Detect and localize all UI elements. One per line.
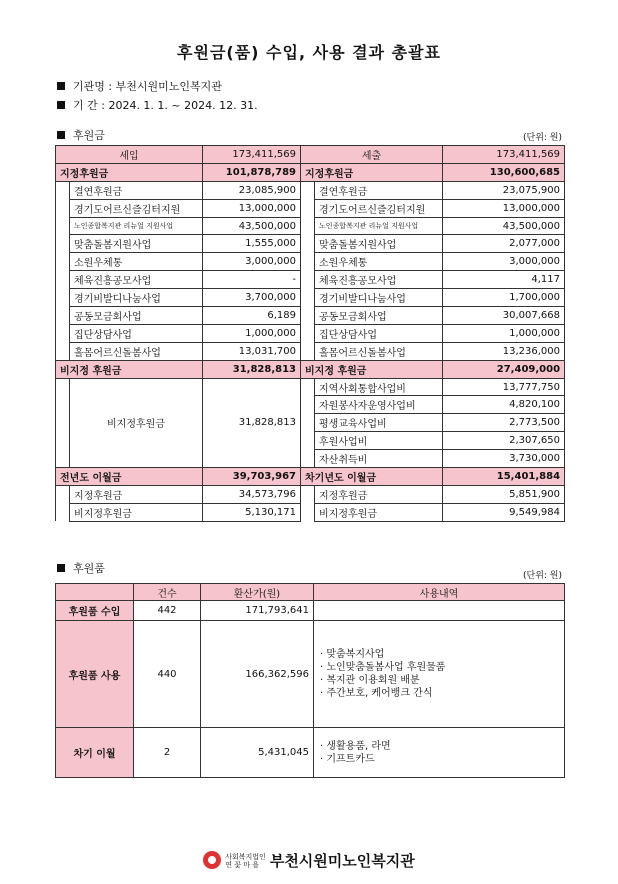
- designated-in-label: 지정후원금: [56, 163, 203, 181]
- table-row: [56, 235, 565, 253]
- nondesignated-out-total: 27,409,000: [443, 360, 565, 378]
- income-item-amount: 1,000,000: [203, 324, 301, 342]
- expense-item-amount: 3,000,000: [443, 253, 565, 271]
- page-title: 후원금(품) 수입, 사용 결과 총괄표: [177, 43, 441, 62]
- indent-cell: [301, 307, 315, 325]
- income-item-name: 경기비발디나눔사업: [70, 289, 203, 307]
- expense-item-name: 비지정후원금: [315, 503, 443, 521]
- lotus-logo-icon: [203, 851, 221, 869]
- expense-item-name: 경기도어르신즐김터지원: [315, 199, 443, 217]
- expense-item-name: 맞춤돌봄지원사업: [315, 235, 443, 253]
- table-row: [56, 324, 565, 342]
- expense-item-amount: 4,117: [443, 271, 565, 289]
- designated-out-label: 지정후원금: [301, 163, 443, 181]
- usage-item: · 복지관 이용회원 배분: [320, 675, 420, 686]
- goods-value: 171,793,641: [201, 601, 314, 621]
- goods-table: [55, 583, 565, 778]
- carry-in-total: 39,703,967: [203, 468, 301, 486]
- expense-item-name: 평생교육사업비: [315, 414, 443, 432]
- indent-cell: [56, 485, 70, 503]
- table-row: [56, 181, 565, 199]
- designated-out-total: 130,600,685: [443, 163, 565, 181]
- count-header: 건수: [134, 584, 201, 601]
- indent-cell: [56, 217, 70, 235]
- indent-cell: [56, 324, 70, 342]
- bullet-square-icon: [57, 82, 65, 90]
- income-item-amount: 34,573,796: [203, 485, 301, 503]
- income-item-amount: 3,700,000: [203, 289, 301, 307]
- unit-label: (단위: 원): [523, 133, 562, 143]
- indent-cell: [301, 271, 315, 289]
- indent-cell: [301, 199, 315, 217]
- income-item-amount: 5,130,171: [203, 503, 301, 521]
- expense-item-name: 홀몸어르신돌봄사업: [315, 342, 443, 360]
- income-item-amount: 3,000,000: [203, 253, 301, 271]
- income-item-name: 집단상담사업: [70, 324, 203, 342]
- bullet-square-icon: [57, 131, 65, 139]
- income-item-name: 노인종합복지관 리뉴얼 지원사업: [70, 217, 203, 235]
- indent-cell: [56, 289, 70, 307]
- expense-item-name: 체육진흥공모사업: [315, 271, 443, 289]
- bullet-square-icon: [57, 564, 65, 572]
- income-item-amount: 13,031,700: [203, 342, 301, 360]
- goods-row-label: 후원품 수입: [56, 601, 134, 621]
- goods-row-income: [56, 601, 565, 621]
- income-item-name: 경기도어르신즐김터지원: [70, 199, 203, 217]
- indent-cell: [301, 217, 315, 235]
- goods-count: 440: [134, 621, 201, 728]
- indent-cell: [301, 235, 315, 253]
- org-name: 부천시원미노인복지관: [269, 852, 415, 870]
- indent-cell: [301, 342, 315, 360]
- indent-cell: [56, 503, 70, 521]
- table-row: [56, 271, 565, 289]
- expense-item-amount: 13,000,000: [443, 199, 565, 217]
- usage-item: · 맞춤복지사업: [320, 649, 385, 660]
- income-item-amount: 1,555,000: [203, 235, 301, 253]
- org-small-line: 사회복지법인: [225, 853, 266, 861]
- income-item-name: 지정후원금: [70, 485, 203, 503]
- expense-item-amount: 13,777,750: [443, 378, 565, 396]
- designated-in-total: 101,878,789: [203, 163, 301, 181]
- table-row: [56, 217, 565, 235]
- usage-item: · 기프트카드: [320, 753, 375, 765]
- expense-total: 173,411,569: [443, 146, 565, 164]
- usage-item: · 생활용품, 라면: [320, 740, 391, 752]
- indent-cell: [56, 235, 70, 253]
- goods-header-blank: [56, 584, 134, 601]
- org-small-label: [225, 853, 266, 869]
- indent-cell: [56, 271, 70, 289]
- expense-item-name: 공동모금회사업: [315, 307, 443, 325]
- table-row: [56, 485, 565, 503]
- income-item-amount: 43,500,000: [203, 217, 301, 235]
- income-total: 173,411,569: [203, 146, 301, 164]
- indent-cell: [301, 450, 315, 468]
- indent-cell: [301, 181, 315, 199]
- expense-item-name: 후원사업비: [315, 432, 443, 450]
- indent-cell: [56, 199, 70, 217]
- indent-cell: [56, 181, 70, 199]
- indent-cell: [301, 503, 315, 521]
- bullet-square-icon: [57, 101, 65, 109]
- expense-item-amount: 2,077,000: [443, 235, 565, 253]
- income-item-name: 비지정후원금: [70, 503, 203, 521]
- income-item-amount: 13,000,000: [203, 199, 301, 217]
- usage-item: · 주간보호, 케어뱅크 간식: [320, 688, 433, 699]
- nondesignated-in-amount: 31,828,813: [203, 378, 301, 467]
- expense-header: 세출: [301, 146, 443, 164]
- org-small-line: 연 꽃 마 을: [225, 861, 259, 869]
- footer-logo: [0, 850, 618, 871]
- carry-total-row: [56, 468, 565, 486]
- goods-value: 5,431,045: [201, 728, 314, 778]
- expense-item-amount: 13,236,000: [443, 342, 565, 360]
- expense-item-amount: 43,500,000: [443, 217, 565, 235]
- expense-item-amount: 1,000,000: [443, 324, 565, 342]
- nondesignated-in-name: 비지정후원금: [70, 378, 203, 467]
- expense-item-name: 노인종합복지관 리뉴얼 지원사업: [315, 217, 443, 235]
- nondesignated-in-total: 31,828,813: [203, 360, 301, 378]
- expense-item-amount: 2,307,650: [443, 432, 565, 450]
- goods-count: 2: [134, 728, 201, 778]
- carry-in-label: 전년도 이월금: [56, 468, 203, 486]
- expense-item-name: 경기비발디나눔사업: [315, 289, 443, 307]
- indent-cell: [301, 253, 315, 271]
- expense-item-name: 자산취득비: [315, 450, 443, 468]
- goods-row-label: 후원품 사용: [56, 621, 134, 728]
- period-line: [57, 97, 258, 113]
- income-item-name: 결연후원금: [70, 181, 203, 199]
- indent-cell: [301, 324, 315, 342]
- org-line: [57, 78, 222, 94]
- indent-cell: [301, 485, 315, 503]
- expense-item-name: 결연후원금: [315, 181, 443, 199]
- org-label: 기관명 : 부천시원미노인복지관: [73, 80, 222, 93]
- expense-item-amount: 3,730,000: [443, 450, 565, 468]
- expense-item-amount: 9,549,984: [443, 503, 565, 521]
- goods-header-row: [56, 584, 565, 601]
- table-row: [56, 378, 565, 396]
- indent-cell: [301, 432, 315, 450]
- income-header: 세입: [56, 146, 203, 164]
- table-row: [56, 199, 565, 217]
- income-item-name: 공동모금회사업: [70, 307, 203, 325]
- goods-row-usage: [56, 621, 565, 728]
- carry-out-total: 15,401,884: [443, 468, 565, 486]
- income-item-amount: 6,189: [203, 307, 301, 325]
- indent-cell: [301, 396, 315, 414]
- table-row: [56, 503, 565, 521]
- expense-item-amount: 5,851,900: [443, 485, 565, 503]
- indent-cell: [56, 253, 70, 271]
- income-item-name: 맞춤돌봄지원사업: [70, 235, 203, 253]
- carry-out-label: 차기년도 이월금: [301, 468, 443, 486]
- expense-item-amount: 23,075,900: [443, 181, 565, 199]
- table-row: [56, 307, 565, 325]
- indent-cell: [301, 414, 315, 432]
- goods-count: 442: [134, 601, 201, 621]
- donation-table: [55, 145, 565, 522]
- expense-item-name: 집단상담사업: [315, 324, 443, 342]
- goods-usage: [314, 601, 565, 621]
- usage-item: · 노인맞춤돌봄사업 후원물품: [320, 662, 446, 673]
- goods-value: 166,362,596: [201, 621, 314, 728]
- income-item-amount: 23,085,900: [203, 181, 301, 199]
- indent-cell: [56, 342, 70, 360]
- income-item-amount: -: [203, 271, 301, 289]
- table-row: [56, 342, 565, 360]
- indent-cell: [56, 307, 70, 325]
- expense-item-name: 소원우체통: [315, 253, 443, 271]
- income-item-name: 체육진흥공모사업: [70, 271, 203, 289]
- section-goods: [57, 560, 105, 576]
- section-heading: 후원금: [73, 129, 105, 142]
- section-heading: 후원품: [73, 562, 105, 575]
- income-item-name: 홀몸어르신돌봄사업: [70, 342, 203, 360]
- usage-header: 사용내역: [314, 584, 565, 601]
- goods-row-carry: [56, 728, 565, 778]
- expense-item-amount: 2,773,500: [443, 414, 565, 432]
- goods-usage: [314, 728, 565, 778]
- indent-cell: [301, 378, 315, 396]
- expense-item-name: 자원봉사자운영사업비: [315, 396, 443, 414]
- expense-item-amount: 1,700,000: [443, 289, 565, 307]
- goods-row-label: 차기 이월: [56, 728, 134, 778]
- income-item-name: 소원우체통: [70, 253, 203, 271]
- expense-item-name: 지역사회통합사업비: [315, 378, 443, 396]
- section-donations: [57, 127, 105, 143]
- goods-usage: [314, 621, 565, 728]
- unit-label: (단위: 원): [523, 571, 562, 581]
- designated-total-row: [56, 163, 565, 181]
- nondesignated-out-label: 비지정 후원금: [301, 360, 443, 378]
- expense-item-amount: 30,007,668: [443, 307, 565, 325]
- table-row: [56, 253, 565, 271]
- table-row: [56, 289, 565, 307]
- expense-item-amount: 4,820,100: [443, 396, 565, 414]
- nondesignated-in-label: 비지정 후원금: [56, 360, 203, 378]
- indent-cell: [301, 289, 315, 307]
- period-label: 기 간 : 2024. 1. 1. ~ 2024. 12. 31.: [73, 99, 258, 112]
- value-header: 환산가(원): [201, 584, 314, 601]
- expense-item-name: 지정후원금: [315, 485, 443, 503]
- table-header-row: [56, 146, 565, 164]
- indent-cell: [56, 378, 70, 467]
- nondesignated-total-row: [56, 360, 565, 378]
